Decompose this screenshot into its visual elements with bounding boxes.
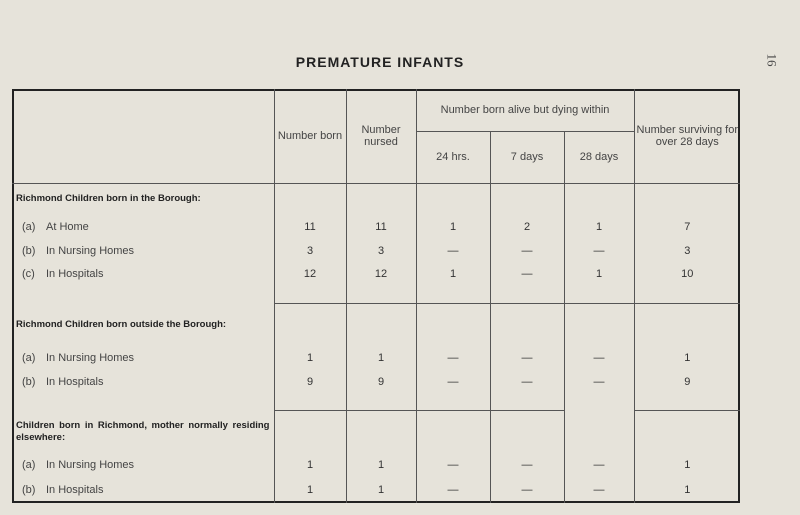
cell-nursed: 1 bbox=[346, 453, 416, 477]
page-title: PREMATURE INFANTS bbox=[295, 54, 465, 70]
cell-surviving: 9 bbox=[634, 370, 740, 394]
cell-surviving: 1 bbox=[634, 477, 740, 503]
cell-surviving: 1 bbox=[634, 453, 740, 477]
cell-born: 1 bbox=[274, 477, 346, 503]
row-index: (a) bbox=[22, 351, 36, 364]
cell-24hrs: 1 bbox=[416, 262, 490, 286]
row-index: (b) bbox=[22, 375, 36, 388]
cell-28days: 1 bbox=[564, 262, 634, 286]
header-28days: 28 days bbox=[564, 131, 634, 183]
header-surviving: Number surviving for over 28 days bbox=[634, 89, 740, 183]
row-index: (a) bbox=[22, 459, 36, 472]
row-index: (b) bbox=[22, 244, 36, 257]
cell-nursed: 3 bbox=[346, 239, 416, 263]
cell-24hrs: — bbox=[416, 346, 490, 370]
cell-born: 12 bbox=[274, 262, 346, 286]
cell-born: 9 bbox=[274, 370, 346, 394]
table-row bbox=[12, 370, 740, 394]
cell-born: 1 bbox=[274, 453, 346, 477]
table-row bbox=[12, 262, 740, 286]
cell-nursed: 9 bbox=[346, 370, 416, 394]
cell-nursed: 1 bbox=[346, 477, 416, 503]
table-row bbox=[12, 477, 740, 503]
row-index: (b) bbox=[22, 484, 36, 497]
table-row bbox=[12, 346, 740, 370]
header-24hrs: 24 hrs. bbox=[416, 131, 490, 183]
cell-born: 1 bbox=[274, 346, 346, 370]
cell-7days: — bbox=[490, 370, 564, 394]
row-label: In Hospitals bbox=[46, 375, 104, 388]
row-label: In Hospitals bbox=[46, 484, 104, 497]
section-heading: Richmond Children born outside the Borough: bbox=[16, 318, 227, 330]
cell-surviving: 7 bbox=[634, 215, 740, 239]
cell-28days: — bbox=[564, 346, 634, 370]
cell-surviving: 1 bbox=[634, 346, 740, 370]
cell-born: 11 bbox=[274, 215, 346, 239]
cell-28days: 1 bbox=[564, 215, 634, 239]
table-row bbox=[12, 239, 740, 263]
cell-nursed: 12 bbox=[346, 262, 416, 286]
cell-24hrs: — bbox=[416, 370, 490, 394]
cell-24hrs: 1 bbox=[416, 215, 490, 239]
header-7days: 7 days bbox=[490, 131, 564, 183]
cell-7days: — bbox=[490, 346, 564, 370]
cell-7days: — bbox=[490, 477, 564, 503]
row-index: (a) bbox=[22, 221, 36, 233]
cell-28days: — bbox=[564, 370, 634, 394]
cell-7days: 2 bbox=[490, 215, 564, 239]
cell-nursed: 1 bbox=[346, 346, 416, 370]
header-number-nursed: Number nursed bbox=[346, 89, 416, 183]
table-row bbox=[12, 453, 740, 477]
premature-infants-table bbox=[12, 89, 740, 503]
header-number-born: Number born bbox=[274, 89, 346, 183]
cell-7days: — bbox=[490, 239, 564, 263]
row-label: In Nursing Homes bbox=[46, 244, 135, 257]
cell-28days: — bbox=[564, 239, 634, 263]
header-dying-group: Number born alive but dying within bbox=[416, 89, 634, 131]
table-row bbox=[12, 215, 740, 239]
row-label: In Nursing Homes bbox=[46, 459, 135, 472]
cell-24hrs: — bbox=[416, 453, 490, 477]
cell-28days: — bbox=[564, 477, 634, 503]
section-heading: Children born in Richmond, mother normally residing elsewhere: bbox=[16, 420, 270, 443]
cell-7days: — bbox=[490, 453, 564, 477]
cell-24hrs: — bbox=[416, 239, 490, 263]
cell-surviving: 10 bbox=[634, 262, 740, 286]
row-label: In Hospitals bbox=[46, 268, 104, 281]
header-blank bbox=[12, 89, 274, 183]
cell-7days: — bbox=[490, 262, 564, 286]
cell-28days: — bbox=[564, 453, 634, 477]
cell-24hrs: — bbox=[416, 477, 490, 503]
cell-nursed: 11 bbox=[346, 215, 416, 239]
row-index: (c) bbox=[22, 268, 35, 281]
cell-born: 3 bbox=[274, 239, 346, 263]
row-label: At Home bbox=[46, 221, 89, 233]
cell-surviving: 3 bbox=[634, 239, 740, 263]
row-label: In Nursing Homes bbox=[46, 351, 135, 364]
section-heading: Richmond Children born in the Borough: bbox=[16, 193, 201, 205]
page-number: 16 bbox=[764, 53, 780, 67]
